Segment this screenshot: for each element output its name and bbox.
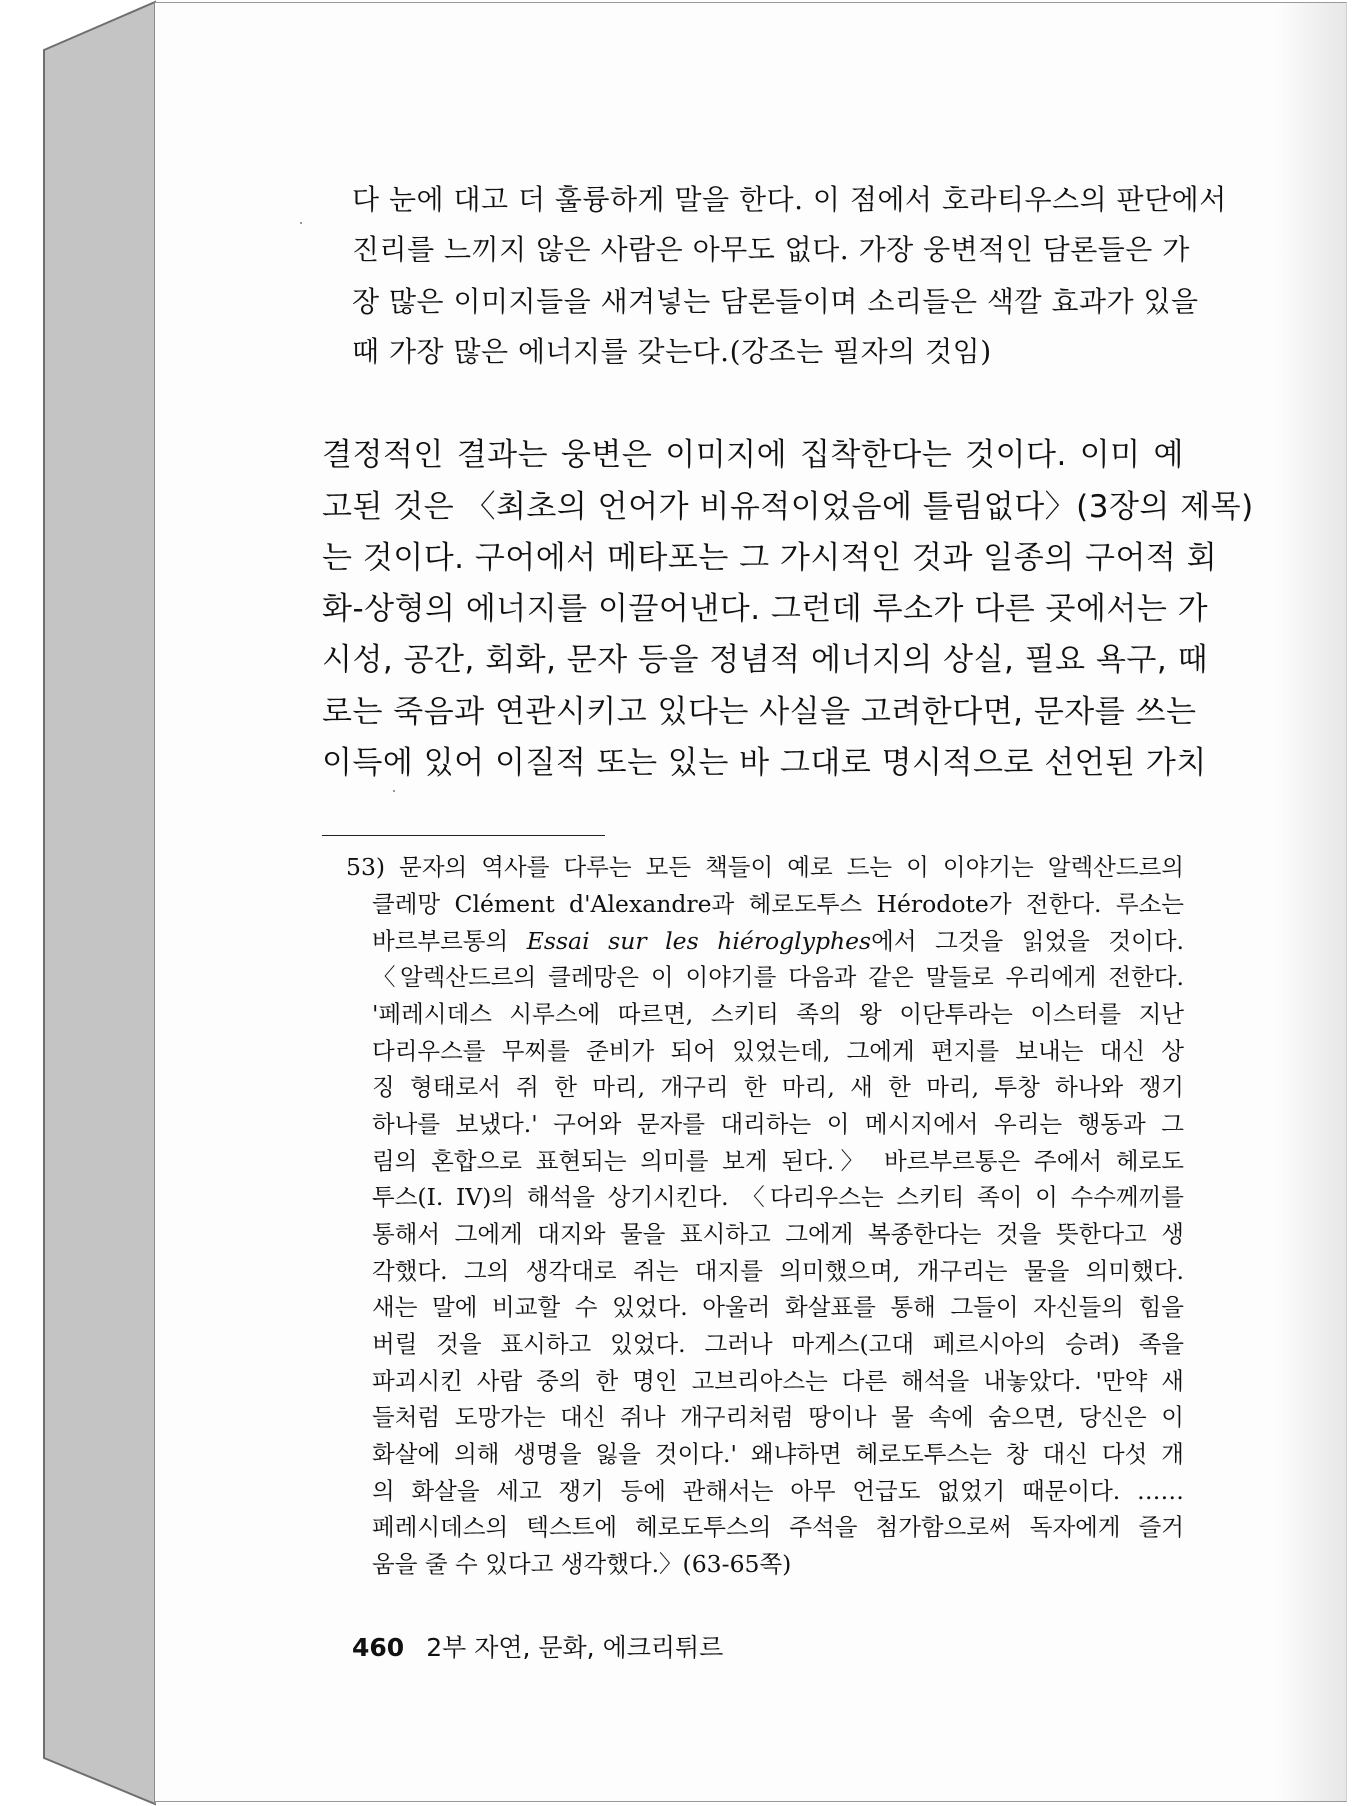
footnote-line: 징 형태로서 쥐 한 마리, 개구리 한 마리, 새 한 마리, 투창 하나와 쟁기 (372, 1073, 1184, 1101)
footnote-line: 페레시데스의 텍스트에 헤로도투스의 주석을 첨가함으로써 독자에게 즐거 (372, 1513, 1184, 1541)
footnote-line: 파괴시킨 사람 중의 한 명인 고브리아스는 다른 해석을 내놓았다. '만약 새 (372, 1367, 1184, 1395)
footnote-separator (322, 835, 605, 836)
footnote-line: '페레시데스 시루스에 따르면, 스키티 족의 왕 이단투라는 이스터를 지난 (372, 1000, 1184, 1028)
body-line: 고된 것은 〈최초의 언어가 비유적이었음에 틀림없다〉(3장의 제목) (322, 489, 1254, 525)
print-speck (300, 222, 302, 224)
print-speck (393, 790, 395, 792)
footnote-line: 〈알렉산드르의 클레망은 이 이야기를 다음과 같은 말들로 우리에게 전한다. (372, 963, 1184, 991)
body-line: 이득에 있어 이질적 또는 있는 바 그대로 명시적으로 선언된 가치 (322, 745, 1207, 781)
quote-line: 진리를 느끼지 않은 사람은 아무도 없다. 가장 웅변적인 담론들은 가 (352, 233, 1190, 266)
footnote-line: 투스(I. IV)의 해석을 상기시킨다. 〈다리우스는 스키티 족이 이 수수께끼를 (372, 1183, 1184, 1211)
footnote-line: 클레망 Clément d'Alexandre과 헤로도투스 Hérodote가 전한다. 루소는 (372, 890, 1184, 918)
footnote-line: 바르부르통의 Essai sur les hiéroglyphes에서 그것을 읽었을 것이다. (372, 927, 1185, 955)
quote-line: 장 많은 이미지들을 새겨넣는 담론들이며 소리들은 색깔 효과가 있을 (352, 285, 1199, 318)
page-footer (352, 1628, 723, 1664)
body-line: 시성, 공간, 회화, 문자 등을 정념적 에너지의 상실, 필요 욕구, 때 (322, 642, 1209, 678)
quote-line: 다 눈에 대고 더 훌륭하게 말을 한다. 이 점에서 호라티우스의 판단에서 (352, 183, 1227, 216)
footnote-line: 들처럼 도망가는 대신 쥐나 개구리처럼 땅이나 물 속에 숨으면, 당신은 이 (372, 1403, 1184, 1431)
footnote-line: 통해서 그에게 대지와 물을 표시하고 그에게 복종한다는 것을 뜻한다고 생 (372, 1220, 1184, 1248)
footnote-line: 림의 혼합으로 표현되는 의미를 보게 된다.〉 바르부르통은 주에서 헤로도 (372, 1147, 1184, 1175)
page-edge-shadow (1276, 3, 1346, 1801)
book-spine-edge (0, 0, 160, 1806)
footnote-line: 각했다. 그의 생각대로 쥐는 대지를 의미했으며, 개구리는 물을 의미했다. (372, 1257, 1184, 1285)
running-title: 2부 자연, 문화, 에크리튀르 (426, 1633, 724, 1662)
footnote-line: 53) 문자의 역사를 다루는 모든 책들이 예로 드는 이 이야기는 알렉산드르의 (346, 853, 1184, 881)
footnote-line: 화살에 의해 생명을 잃을 것이다.' 왜냐하면 헤로도투스는 창 대신 다섯 개 (372, 1440, 1184, 1468)
footnote-line: 새는 말에 비교할 수 있었다. 아울러 화살표를 통해 그들이 자신들의 힘을 (372, 1293, 1184, 1321)
body-line: 화-상형의 에너지를 이끌어낸다. 그런데 루소가 다른 곳에서는 가 (322, 591, 1209, 627)
footnote-line: 다리우스를 무찌를 준비가 되어 있었는데, 그에게 편지를 보내는 대신 상 (372, 1037, 1184, 1065)
body-line: 는 것이다. 구어에서 메타포는 그 가시적인 것과 일종의 구어적 회 (322, 540, 1218, 576)
book-title-italic: Essai sur les hiéroglyphes (526, 927, 872, 955)
footnote-line: 버릴 것을 표시하고 있었다. 그러나 마게스(고대 페르시아의 승려) 족을 (372, 1330, 1184, 1358)
footnote-line: 하나를 보냈다.' 구어와 문자를 대리하는 이 메시지에서 우리는 행동과 그 (372, 1110, 1184, 1138)
quote-line: 때 가장 많은 에너지를 갖는다.(강조는 필자의 것임) (352, 335, 992, 368)
footnote-line: 의 화살을 세고 쟁기 등에 관해서는 아무 언급도 없었기 때문이다. …… (372, 1477, 1184, 1505)
footnote-line: 움을 줄 수 있다고 생각했다.〉(63-65쪽) (372, 1550, 792, 1578)
body-line: 로는 죽음과 연관시키고 있다는 사실을 고려한다면, 문자를 쓰는 (322, 694, 1197, 730)
page-number: 460 (352, 1633, 405, 1662)
body-line: 결정적인 결과는 웅변은 이미지에 집착한다는 것이다. 이미 예 (322, 437, 1184, 473)
